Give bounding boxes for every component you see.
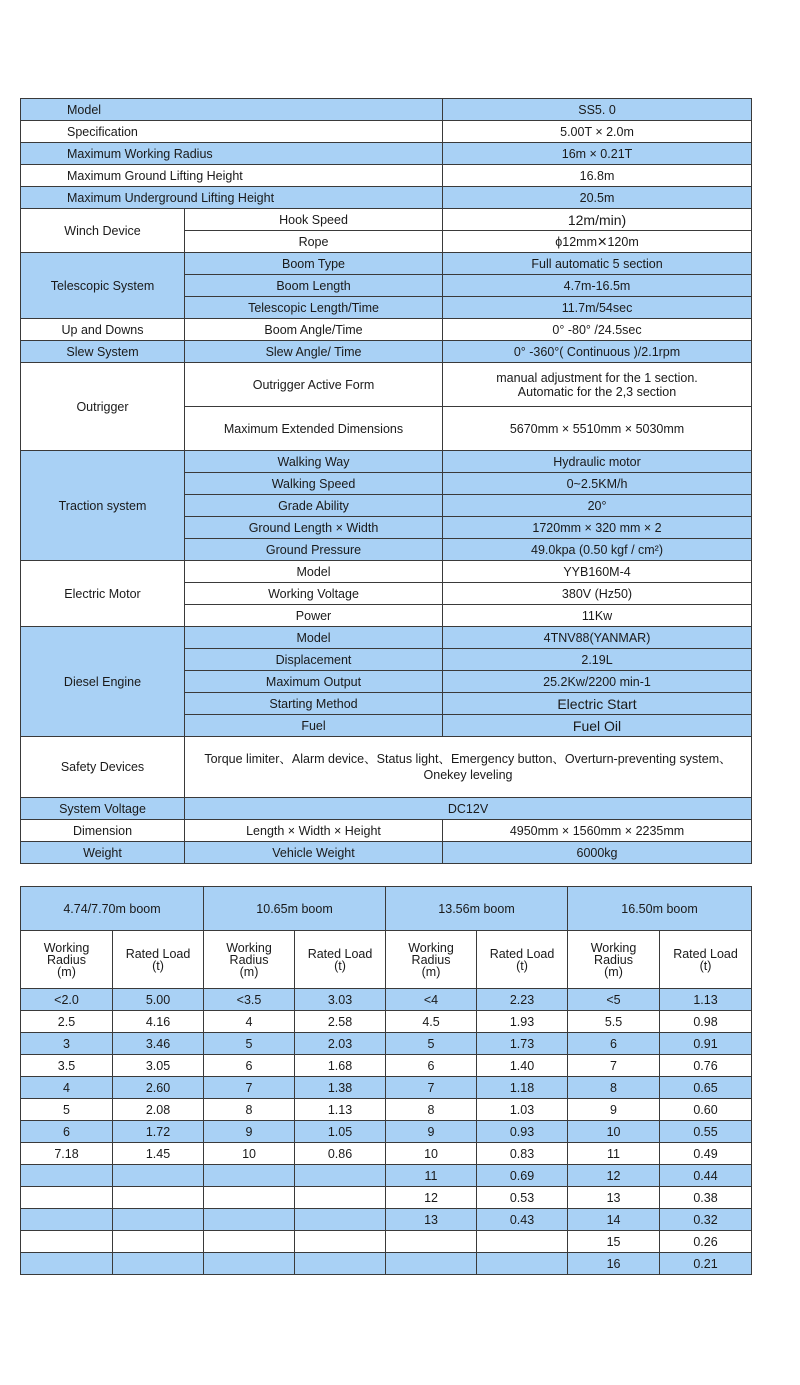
spec-value: 4950mm × 1560mm × 2235mm (443, 820, 752, 842)
load-cell: 1.73 (477, 1033, 568, 1055)
spec-value: 1720mm × 320 mm × 2 (443, 517, 752, 539)
spec-value-line: Automatic for the 2,3 section (517, 384, 677, 399)
spec-label: Telescopic Length/Time (185, 297, 443, 319)
header-line: (t) (699, 958, 712, 973)
radius-cell (204, 1209, 295, 1231)
radius-cell: 10 (568, 1121, 660, 1143)
header-line: Rated Load (307, 946, 373, 961)
load-cell: 0.98 (660, 1011, 752, 1033)
radius-cell: 6 (21, 1121, 113, 1143)
group-weight: Weight (21, 842, 185, 864)
load-cell: 0.76 (660, 1055, 752, 1077)
radius-cell: 3 (21, 1033, 113, 1055)
radius-cell: 9 (204, 1121, 295, 1143)
load-cell (295, 1253, 386, 1275)
load-cell: 3.05 (113, 1055, 204, 1077)
spec-label: Maximum Underground Lifting Height (21, 187, 443, 209)
load-cell: 2.58 (295, 1011, 386, 1033)
header-line: (m) (57, 964, 76, 979)
spec-value: Electric Start (443, 693, 752, 715)
radius-cell: 4.5 (386, 1011, 477, 1033)
header-line: Radius (411, 952, 451, 967)
boom-header: 13.56m boom (386, 887, 568, 931)
radius-cell: 7 (204, 1077, 295, 1099)
radius-cell: 5.5 (568, 1011, 660, 1033)
radius-cell: 4 (21, 1077, 113, 1099)
radius-cell: 12 (568, 1165, 660, 1187)
header-line: Radius (229, 952, 269, 967)
group-telescopic-system: Telescopic System (21, 253, 185, 319)
spec-value: Hydraulic motor (443, 451, 752, 473)
spec-value: 0° -80° /24.5sec (443, 319, 752, 341)
radius-cell: 15 (568, 1231, 660, 1253)
radius-cell: 9 (568, 1099, 660, 1121)
spec-table (20, 98, 752, 864)
load-cell: 1.68 (295, 1055, 386, 1077)
load-cell (477, 1253, 568, 1275)
radius-cell: 8 (568, 1077, 660, 1099)
load-cell: 0.86 (295, 1143, 386, 1165)
spec-label: Hook Speed (185, 209, 443, 231)
spec-value (443, 363, 752, 407)
header-line: Radius (594, 952, 633, 967)
radius-cell: <2.0 (21, 989, 113, 1011)
spec-value (185, 737, 752, 798)
load-cell: 0.32 (660, 1209, 752, 1231)
load-cell: 0.38 (660, 1187, 752, 1209)
spec-value-line: Onekey leveling (423, 768, 513, 782)
load-cell: 1.45 (113, 1143, 204, 1165)
load-cell (113, 1165, 204, 1187)
rated-load-header (113, 931, 204, 989)
radius-cell (204, 1231, 295, 1253)
spec-value: 16.8m (443, 165, 752, 187)
spec-value: 11Kw (443, 605, 752, 627)
table-row (21, 1231, 752, 1253)
header-line: (m) (421, 964, 441, 979)
spec-value: 5670mm × 5510mm × 5030mm (443, 407, 752, 451)
load-cell: 0.69 (477, 1165, 568, 1187)
radius-cell: 7.18 (21, 1143, 113, 1165)
header-line: (t) (516, 958, 528, 973)
radius-cell: 7 (386, 1077, 477, 1099)
table-row (21, 1187, 752, 1209)
spec-label: Starting Method (185, 693, 443, 715)
group-slew-system: Slew System (21, 341, 185, 363)
spec-value: SS5. 0 (443, 99, 752, 121)
load-cell: 0.55 (660, 1121, 752, 1143)
spec-label: Slew Angle/ Time (185, 341, 443, 363)
spec-label: Grade Ability (185, 495, 443, 517)
header-line: Rated Load (489, 946, 555, 961)
radius-cell: <5 (568, 989, 660, 1011)
boom-header: 4.74/7.70m boom (21, 887, 204, 931)
spec-value: 25.2Kw/2200 min-1 (443, 671, 752, 693)
spec-value: Full automatic 5 section (443, 253, 752, 275)
load-cell: 1.13 (295, 1099, 386, 1121)
spec-value: 0° -360°( Continuous )/2.1rpm (443, 341, 752, 363)
load-cell: 2.08 (113, 1099, 204, 1121)
spec-value: 16m × 0.21T (443, 143, 752, 165)
load-cell (295, 1187, 386, 1209)
spec-value: 2.19L (443, 649, 752, 671)
radius-cell: 10 (386, 1143, 477, 1165)
load-cell: 0.43 (477, 1209, 568, 1231)
radius-cell (21, 1165, 113, 1187)
spec-label: Model (185, 561, 443, 583)
spec-label: Specification (21, 121, 443, 143)
radius-cell: 11 (386, 1165, 477, 1187)
group-diesel-engine: Diesel Engine (21, 627, 185, 737)
radius-cell: 11 (568, 1143, 660, 1165)
spec-value: 49.0kpa (0.50 kgf / cm²) (443, 539, 752, 561)
table-row (21, 1011, 752, 1033)
radius-cell: 13 (568, 1187, 660, 1209)
load-cell (295, 1209, 386, 1231)
radius-cell (386, 1231, 477, 1253)
table-row (21, 1253, 752, 1275)
spec-label: Boom Type (185, 253, 443, 275)
load-cell: 4.16 (113, 1011, 204, 1033)
group-electric-motor: Electric Motor (21, 561, 185, 627)
spec-value: YYB160M-4 (443, 561, 752, 583)
table-row (21, 1165, 752, 1187)
load-cell: 0.21 (660, 1253, 752, 1275)
load-cell: 1.18 (477, 1077, 568, 1099)
radius-cell (204, 1165, 295, 1187)
group-up-and-downs: Up and Downs (21, 319, 185, 341)
spec-value: 4TNV88(YANMAR) (443, 627, 752, 649)
table-row (21, 989, 752, 1011)
boom-header: 10.65m boom (204, 887, 386, 931)
spec-value: 380V (Hz50) (443, 583, 752, 605)
spec-label: Walking Speed (185, 473, 443, 495)
load-cell: 0.91 (660, 1033, 752, 1055)
working-radius-header (21, 931, 113, 989)
radius-cell: 12 (386, 1187, 477, 1209)
load-cell (113, 1209, 204, 1231)
header-line: Rated Load (673, 946, 738, 961)
group-winch-device: Winch Device (21, 209, 185, 253)
load-cell (477, 1231, 568, 1253)
load-cell: 2.23 (477, 989, 568, 1011)
load-cell: 0.93 (477, 1121, 568, 1143)
radius-cell (21, 1187, 113, 1209)
radius-cell (204, 1187, 295, 1209)
table-row (21, 1033, 752, 1055)
table-row (21, 1143, 752, 1165)
spec-value: 4.7m-16.5m (443, 275, 752, 297)
spec-value: 20° (443, 495, 752, 517)
load-cell (113, 1187, 204, 1209)
radius-cell: 8 (386, 1099, 477, 1121)
spec-value: ϕ12mm✕120m (443, 231, 752, 253)
radius-cell: 6 (386, 1055, 477, 1077)
load-cell: 0.44 (660, 1165, 752, 1187)
group-traction-system: Traction system (21, 451, 185, 561)
load-cell: 0.60 (660, 1099, 752, 1121)
load-cell: 2.60 (113, 1077, 204, 1099)
radius-cell: 2.5 (21, 1011, 113, 1033)
spec-value: 0~2.5KM/h (443, 473, 752, 495)
spec-label: Walking Way (185, 451, 443, 473)
radius-cell (204, 1253, 295, 1275)
working-radius-header (204, 931, 295, 989)
spec-label: Boom Length (185, 275, 443, 297)
load-chart-table (20, 886, 752, 1275)
radius-cell: 16 (568, 1253, 660, 1275)
load-cell: 0.26 (660, 1231, 752, 1253)
load-cell (295, 1231, 386, 1253)
table-row (21, 1121, 752, 1143)
radius-cell: 8 (204, 1099, 295, 1121)
spec-value: 12m/min) (443, 209, 752, 231)
group-system-voltage: System Voltage (21, 798, 185, 820)
spec-label: Maximum Extended Dimensions (185, 407, 443, 451)
radius-cell: 6 (568, 1033, 660, 1055)
spec-value: DC12V (185, 798, 752, 820)
table-row (21, 1209, 752, 1231)
table-row (21, 1077, 752, 1099)
radius-cell: 6 (204, 1055, 295, 1077)
load-cell: 3.03 (295, 989, 386, 1011)
radius-cell: 10 (204, 1143, 295, 1165)
load-cell: 1.03 (477, 1099, 568, 1121)
load-cell: 1.40 (477, 1055, 568, 1077)
spec-value: 11.7m/54sec (443, 297, 752, 319)
spec-label: Rope (185, 231, 443, 253)
spec-label: Maximum Working Radius (21, 143, 443, 165)
radius-cell: 9 (386, 1121, 477, 1143)
spec-value: 6000kg (443, 842, 752, 864)
radius-cell: 5 (386, 1033, 477, 1055)
radius-cell: <3.5 (204, 989, 295, 1011)
spec-label: Working Voltage (185, 583, 443, 605)
group-safety-devices: Safety Devices (21, 737, 185, 798)
spec-value-line: Torque limiter、Alarm device、Status light、Emergency button、Overturn-preventing system、 (204, 752, 732, 766)
load-cell: 0.65 (660, 1077, 752, 1099)
spec-label: Model (21, 99, 443, 121)
radius-cell: <4 (386, 989, 477, 1011)
header-line: Radius (47, 952, 86, 967)
radius-cell: 4 (204, 1011, 295, 1033)
spec-label: Displacement (185, 649, 443, 671)
rated-load-header (295, 931, 386, 989)
load-cell: 1.05 (295, 1121, 386, 1143)
load-cell: 5.00 (113, 989, 204, 1011)
load-cell: 1.72 (113, 1121, 204, 1143)
radius-cell (21, 1231, 113, 1253)
spec-label: Boom Angle/Time (185, 319, 443, 341)
table-row (21, 1055, 752, 1077)
rated-load-header (660, 931, 752, 989)
table-row (21, 1099, 752, 1121)
radius-cell: 13 (386, 1209, 477, 1231)
header-line: Working (43, 940, 90, 955)
spec-label: Fuel (185, 715, 443, 737)
spec-value: 20.5m (443, 187, 752, 209)
radius-cell (386, 1253, 477, 1275)
radius-cell: 5 (204, 1033, 295, 1055)
group-outrigger: Outrigger (21, 363, 185, 451)
spec-label: Length × Width × Height (185, 820, 443, 842)
load-cell: 0.53 (477, 1187, 568, 1209)
radius-cell: 14 (568, 1209, 660, 1231)
header-line: Working (408, 940, 454, 955)
working-radius-header (386, 931, 477, 989)
load-cell: 1.13 (660, 989, 752, 1011)
header-line: Working (590, 940, 637, 955)
working-radius-header (568, 931, 660, 989)
spec-label: Vehicle Weight (185, 842, 443, 864)
radius-cell (21, 1209, 113, 1231)
spec-label: Ground Pressure (185, 539, 443, 561)
load-cell: 2.03 (295, 1033, 386, 1055)
group-dimension: Dimension (21, 820, 185, 842)
rated-load-header (477, 931, 568, 989)
header-line: (t) (152, 958, 164, 973)
radius-cell: 7 (568, 1055, 660, 1077)
load-cell (113, 1253, 204, 1275)
spec-label: Maximum Output (185, 671, 443, 693)
load-cell: 0.83 (477, 1143, 568, 1165)
radius-cell: 3.5 (21, 1055, 113, 1077)
spec-label: Maximum Ground Lifting Height (21, 165, 443, 187)
boom-header: 16.50m boom (568, 887, 752, 931)
spec-label: Ground Length × Width (185, 517, 443, 539)
load-cell: 1.93 (477, 1011, 568, 1033)
load-cell: 3.46 (113, 1033, 204, 1055)
spec-label: Power (185, 605, 443, 627)
spec-value: 5.00T × 2.0m (443, 121, 752, 143)
spec-value-line: manual adjustment for the 1 section. (496, 370, 698, 385)
spec-value: Fuel Oil (443, 715, 752, 737)
radius-cell (21, 1253, 113, 1275)
load-cell (113, 1231, 204, 1253)
header-line: (m) (239, 964, 259, 979)
header-line: (m) (604, 964, 623, 979)
header-line: Rated Load (125, 946, 191, 961)
load-cell: 0.49 (660, 1143, 752, 1165)
spec-label: Model (185, 627, 443, 649)
spec-label: Outrigger Active Form (185, 363, 443, 407)
load-cell (295, 1165, 386, 1187)
header-line: Working (226, 940, 272, 955)
load-cell: 1.38 (295, 1077, 386, 1099)
header-line: (t) (334, 958, 346, 973)
radius-cell: 5 (21, 1099, 113, 1121)
